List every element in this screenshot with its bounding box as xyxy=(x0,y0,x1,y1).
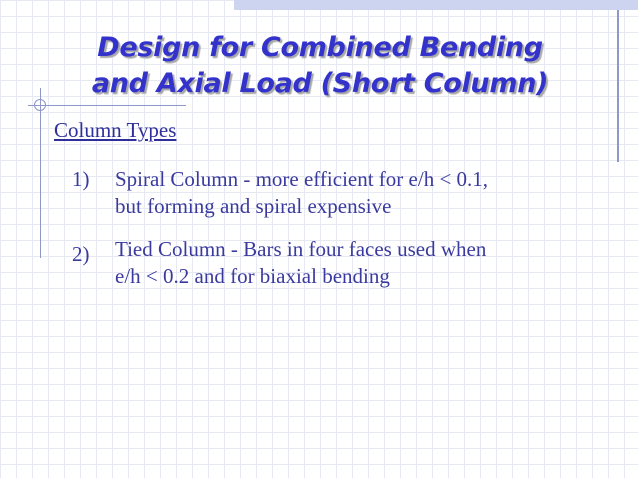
title-line-1: Design for Combined Bending xyxy=(97,32,543,63)
decorative-vertical-line xyxy=(40,88,41,258)
slide-title xyxy=(40,30,600,102)
list-item-line-2: but forming and spiral expensive xyxy=(115,194,392,218)
list-item xyxy=(72,166,592,222)
list-item xyxy=(72,236,592,292)
right-accent-line xyxy=(617,10,619,162)
list-item-line-2: e/h < 0.2 and for biaxial bending xyxy=(115,264,390,288)
list-item-number: 1) xyxy=(72,167,90,191)
top-accent-band xyxy=(234,0,638,10)
list-item-number: 2) xyxy=(72,242,90,266)
list-item-text xyxy=(115,236,595,290)
decorative-horizontal-line xyxy=(28,105,186,106)
list-item-text xyxy=(115,166,595,220)
title-line-2: and Axial Load (Short Column) xyxy=(91,68,549,99)
list-item-line-1: Tied Column - Bars in four faces used when xyxy=(115,237,487,261)
list-item-line-1: Spiral Column - more efficient for e/h < 0.1, xyxy=(115,167,489,191)
section-heading: Column Types xyxy=(54,118,177,142)
